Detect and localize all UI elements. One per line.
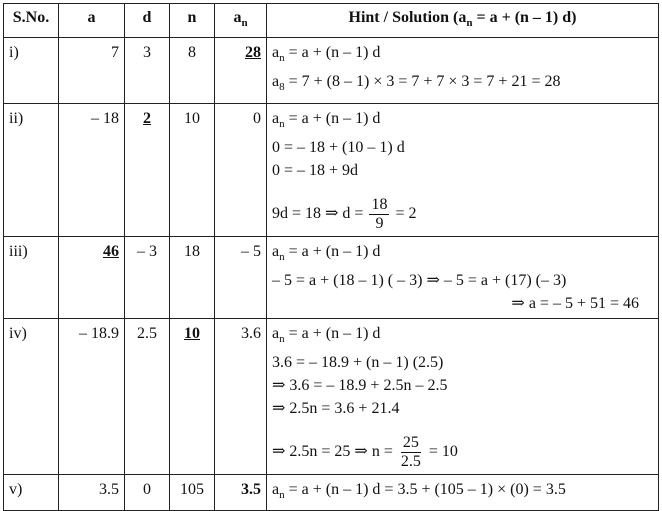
solution-text: a (272, 109, 280, 127)
cell-a-answer: 46 (59, 236, 125, 318)
solution-text: a (272, 44, 280, 62)
cell-sno: v) (4, 475, 59, 511)
solution-line (272, 240, 653, 269)
cell-sno: i) (4, 38, 59, 103)
header-hint-text: Hint / Solution (a (348, 9, 467, 26)
header-row (4, 4, 659, 38)
header-an-base: a (233, 9, 242, 26)
cell-an: 3.6 (215, 318, 267, 474)
table-row (4, 318, 659, 474)
table-row (4, 38, 659, 103)
solution-sub: n (279, 250, 285, 263)
cell-a: 7 (59, 38, 125, 103)
solution-text: 9d = 18 ⇒ d = (272, 204, 368, 222)
header-hint (267, 4, 659, 38)
header-an (215, 4, 267, 38)
solution-line (272, 107, 653, 136)
solution-line (272, 41, 653, 70)
cell-solution (267, 318, 659, 474)
fraction (399, 434, 423, 471)
cell-n-answer: 10 (170, 318, 215, 474)
solution-text: a (272, 481, 280, 499)
header-sno: S.No. (4, 4, 59, 38)
cell-solution (267, 475, 659, 511)
fraction-denominator: 9 (375, 214, 384, 232)
solution-sub: 8 (279, 81, 285, 94)
solution-text: = a + (n – 1) d = 3.5 + (105 – 1) × (0) = 3.5 (284, 481, 566, 499)
solution-text: = a + (n – 1) d (284, 44, 381, 62)
table-row (4, 103, 659, 236)
ap-table (3, 3, 659, 511)
solution-line: 0 = – 18 + 9d (272, 161, 359, 179)
solution-text: = a + (n – 1) d (284, 242, 381, 260)
cell-d-answer: 2 (125, 103, 170, 236)
cell-an: 0 (215, 103, 267, 236)
header-d: d (125, 4, 170, 38)
cell-a: – 18.9 (59, 318, 125, 474)
table-row (4, 236, 659, 318)
cell-solution (267, 103, 659, 236)
solution-line: ⇒ 2.5n = 3.6 + 21.4 (272, 400, 400, 418)
solution-line: – 5 = a + (18 – 1) ( – 3) ⇒ – 5 = a + (17) (– 3) (272, 271, 567, 289)
solution-fraction-line (272, 434, 653, 471)
solution-sub: n (279, 333, 285, 346)
solution-text: = a + (n – 1) d (284, 109, 381, 127)
fraction-numerator: 18 (371, 195, 388, 213)
cell-d: – 3 (125, 236, 170, 318)
cell-d: 0 (125, 475, 170, 511)
cell-an-answer: 3.5 (215, 475, 267, 511)
solution-text: a (272, 73, 280, 91)
header-n: n (170, 4, 215, 38)
solution-line: ⇒ 3.6 = – 18.9 + 2.5n – 2.5 (272, 377, 448, 395)
fraction-denominator: 2.5 (400, 453, 421, 471)
fraction-numerator: 25 (402, 434, 419, 452)
cell-an-answer: 28 (215, 38, 267, 103)
cell-solution (267, 38, 659, 103)
cell-a: 3.5 (59, 475, 125, 511)
solution-line: ⇒ a = – 5 + 51 = 46 (511, 294, 639, 312)
header-hint-rest: = a + (n – 1) d) (472, 9, 577, 26)
solution-fraction-line (272, 196, 653, 233)
cell-n: 8 (170, 38, 215, 103)
cell-sno: ii) (4, 103, 59, 236)
solution-text: = 7 + (8 – 1) × 3 = 7 + 7 × 3 = 7 + 21 = 28 (284, 73, 561, 91)
cell-sno: iii) (4, 236, 59, 318)
solution-line: 0 = – 18 + (10 – 1) d (272, 138, 405, 156)
solution-line (272, 478, 653, 507)
solution-text: = 2 (391, 204, 417, 222)
cell-an: – 5 (215, 236, 267, 318)
cell-d: 3 (125, 38, 170, 103)
cell-n: 105 (170, 475, 215, 511)
solution-line (272, 322, 653, 351)
solution-line (272, 70, 653, 99)
cell-solution (267, 236, 659, 318)
solution-text: ⇒ 2.5n = 25 ⇒ n = (272, 443, 397, 461)
solution-sub: n (279, 117, 285, 130)
solution-line: 3.6 = – 18.9 + (n – 1) (2.5) (272, 354, 444, 372)
solution-text: = 10 (424, 443, 458, 461)
header-a: a (59, 4, 125, 38)
cell-d: 2.5 (125, 318, 170, 474)
cell-n: 18 (170, 236, 215, 318)
solution-text: a (272, 242, 280, 260)
solution-text: = a + (n – 1) d (284, 324, 381, 342)
cell-a: – 18 (59, 103, 125, 236)
solution-sub: n (279, 52, 285, 65)
solution-sub: n (279, 489, 285, 502)
header-hint-sub: n (466, 17, 473, 30)
cell-n: 10 (170, 103, 215, 236)
fraction (369, 196, 389, 233)
cell-sno: iv) (4, 318, 59, 474)
table-row (4, 475, 659, 511)
header-an-sub: n (241, 17, 248, 30)
solution-text: a (272, 324, 280, 342)
